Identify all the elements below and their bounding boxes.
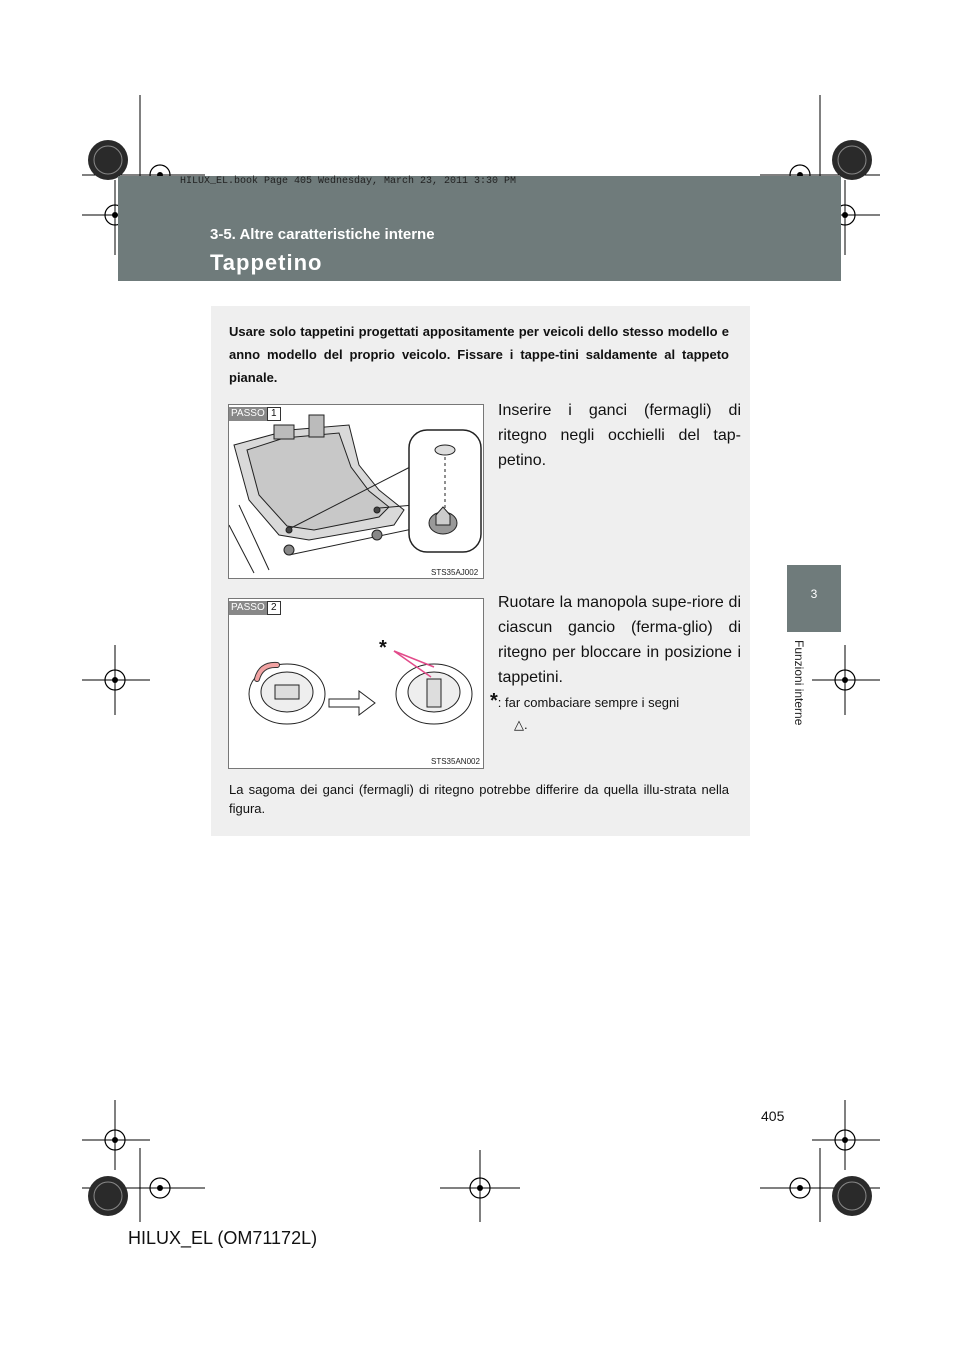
footer-model: HILUX_EL (OM71172L) xyxy=(128,1228,318,1248)
note-symbol: △. xyxy=(514,717,528,732)
section-label: 3-5. Altre caratteristiche interne xyxy=(210,226,435,243)
chapter-tab: 3 xyxy=(787,565,841,632)
page-title: Tappetino xyxy=(210,250,323,275)
intro-text: Usare solo tappetini progettati appositamente per veicoli dello stesso modello e anno modello del proprio veicolo. Fissare i tappe-tini saldamente al tappeto pianale. xyxy=(229,324,729,385)
clip-rotation-illustration xyxy=(229,599,483,768)
step-2-figure xyxy=(228,598,484,769)
step-1-number: 1 xyxy=(267,407,281,421)
note-text: : far combaciare sempre i segni xyxy=(497,695,680,710)
chapter-label: Funzioni interne xyxy=(792,640,806,726)
step-1-tag: PASSO xyxy=(231,408,265,419)
page-number: 405 xyxy=(761,1108,785,1124)
step-2-figure-code: STS35AN002 xyxy=(431,757,480,766)
step-2-asterisk: * xyxy=(379,637,387,659)
footnote: La sagoma dei ganci (fermagli) di ritegno potrebbe differire da quella illu-strata nella figura. xyxy=(229,782,729,816)
note xyxy=(490,690,730,736)
floor-mat-illustration xyxy=(229,405,483,578)
note-marker: * xyxy=(490,690,498,712)
step-2-text: Ruotare la manopola supe-riore di ciascun gancio (ferma-glio) di ritegno per bloccare in posizione i tappetini. xyxy=(498,594,741,686)
step-1-text: Inserire i ganci (fermagli) di ritegno negli occhielli del tap-petino. xyxy=(498,402,741,469)
step-2-number: 2 xyxy=(267,601,281,615)
step-1-figure xyxy=(228,404,484,579)
step-1-figure-code: STS35AJ002 xyxy=(431,568,479,577)
book-info: HILUX_EL.book Page 405 Wednesday, March 23, 2011 3:30 PM xyxy=(180,176,517,187)
step-2-tag: PASSO xyxy=(231,602,265,613)
